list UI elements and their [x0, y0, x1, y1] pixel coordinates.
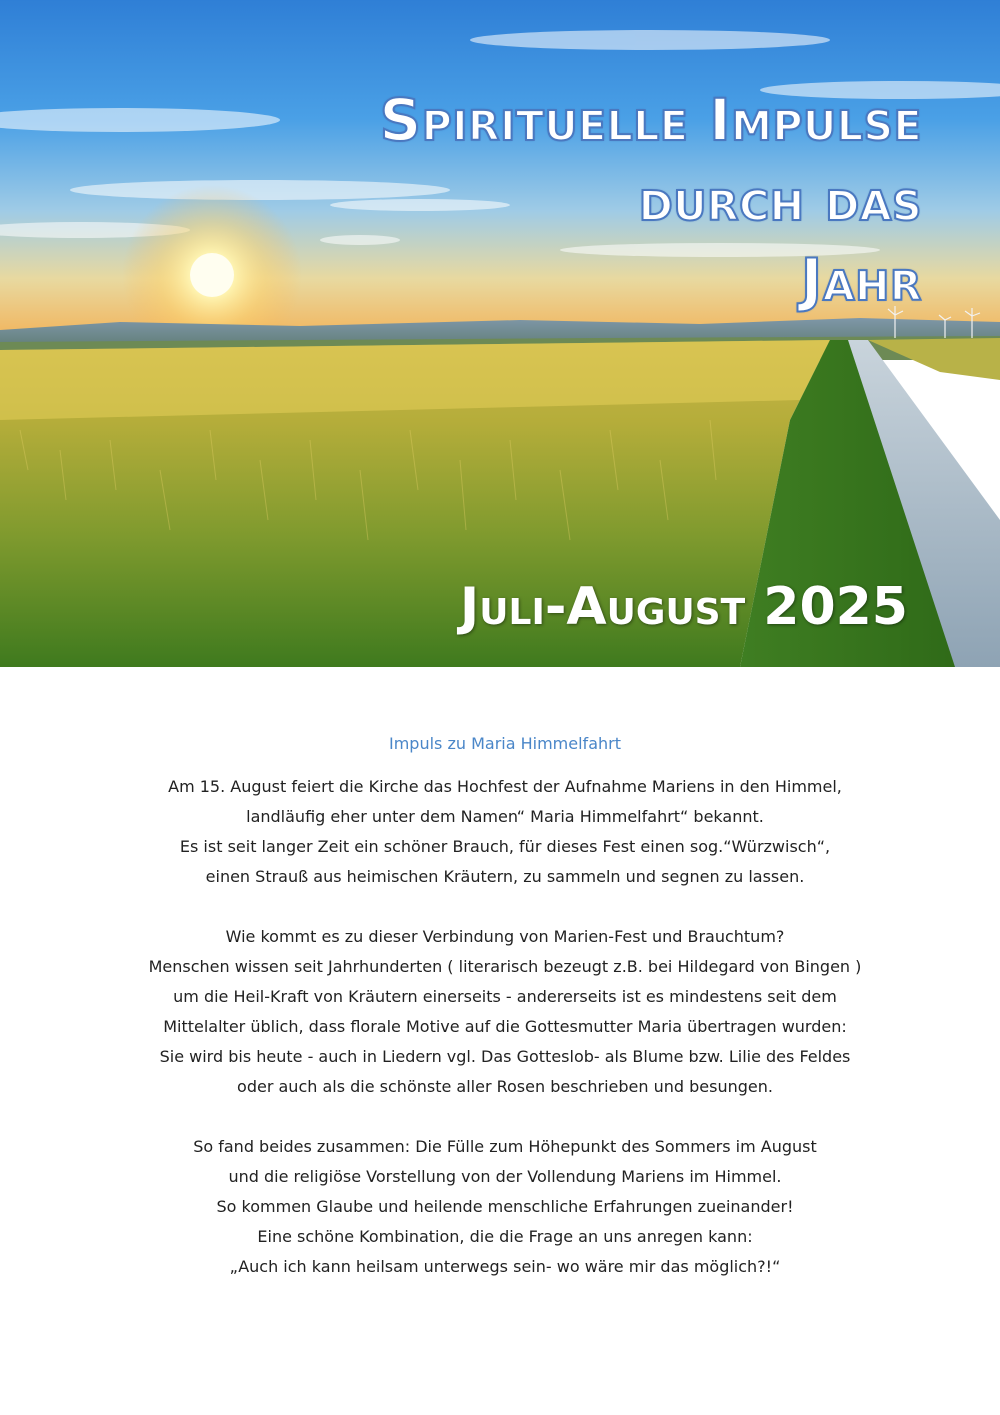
text-line: Es ist seit langer Zeit ein schöner Brauch, für dieses Fest einen sog.“Würzwisch“,: [179, 837, 831, 856]
text-line: So kommen Glaube und heilende menschliche Erfahrungen zueinander!: [216, 1197, 794, 1216]
cover-title: [379, 80, 922, 320]
article-heading: Impuls zu Maria Himmelfahrt: [389, 734, 621, 753]
text-line: einen Strauß aus heimischen Kräutern, zu sammeln und segnen zu lassen.: [205, 867, 805, 886]
article: [60, 730, 950, 1312]
paragraph-3: [60, 1132, 950, 1282]
text-line: um die Heil-Kraft von Kräutern einerseits - andererseits ist es mindestens seit dem: [173, 987, 837, 1006]
text-line: und die religiöse Vorstellung von der Vollendung Mariens im Himmel.: [228, 1167, 782, 1186]
hero-image: [0, 0, 1000, 667]
text-line: Am 15. August feiert die Kirche das Hochfest der Aufnahme Mariens in den Himmel,: [168, 777, 842, 796]
text-line: Wie kommt es zu dieser Verbindung von Marien-Fest und Brauchtum?: [225, 927, 785, 946]
title-line-2: durch das: [638, 166, 922, 234]
text-line: Eine schöne Kombination, die die Frage an uns anregen kann:: [257, 1227, 753, 1246]
text-line: Menschen wissen seit Jahrhunderten ( literarisch bezeugt z.B. bei Hildegard von Bingen ): [148, 957, 862, 976]
issue-date-title: Juli-August 2025: [459, 577, 908, 637]
text-line: landläufig eher unter dem Namen“ Maria Himmelfahrt“ bekannt.: [246, 807, 764, 826]
paragraph-1: [60, 772, 950, 892]
text-line: „Auch ich kann heilsam unterwegs sein- wo wäre mir das möglich?!“: [229, 1257, 781, 1276]
title-line-1: Spirituelle Impulse: [379, 86, 922, 154]
text-line: So fand beides zusammen: Die Fülle zum Höhepunkt des Sommers im August: [193, 1137, 817, 1156]
text-line: Mittelalter üblich, dass florale Motive auf die Gottesmutter Maria übertragen wurden:: [163, 1017, 847, 1036]
title-line-3: Jahr: [800, 246, 922, 314]
text-line: Sie wird bis heute - auch in Liedern vgl. Das Gotteslob- als Blume bzw. Lilie des Feldes: [159, 1047, 851, 1066]
paragraph-2: [60, 922, 950, 1102]
text-line: oder auch als die schönste aller Rosen beschrieben und besungen.: [237, 1077, 773, 1096]
